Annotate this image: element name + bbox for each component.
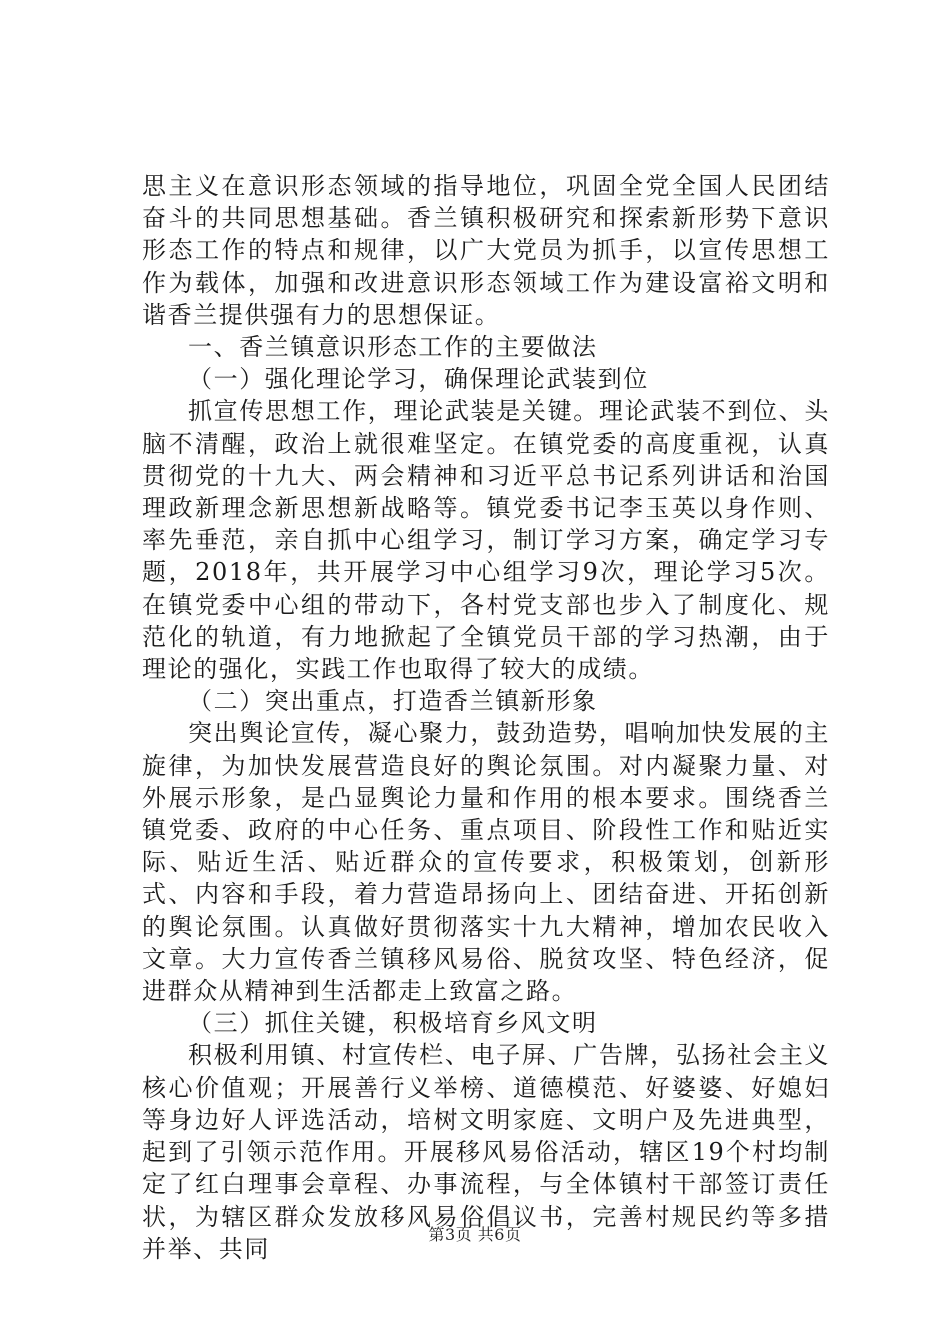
paragraph-civilization: 积极利用镇、村宣传栏、电子屏、广告牌，弘扬社会主义核心价值观；开展善行义举榜、道德模范、好婆婆、好媳妇等身边好人评选活动，培树文明家庭、文明户及先进典型，起到了引领示范作用。开展移风易俗活动，辖区19个村均制定了红白理事会章程、办事流程，与全体镇村干部签订责任状，为辖区群众发放移风易俗倡议书，完善村规民约等多措并举、共同	[142, 1041, 830, 1263]
paragraph-continuation: 思主义在意识形态领域的指导地位，巩固全党全国人民团结奋斗的共同思想基础。香兰镇积极研究和探索新形势下意识形态工作的特点和规律，以广大党员为抓手，以宣传思想工作为载体，加强和改进意识形态领域工作为建设富裕文明和谐香兰提供强有力的思想保证。	[142, 172, 830, 329]
section-heading-1: 一、香兰镇意识形态工作的主要做法	[188, 333, 598, 362]
subsection-heading-2: （二）突出重点，打造香兰镇新形象	[188, 687, 598, 716]
page-number-footer: 第3页 共6页	[428, 1225, 522, 1244]
paragraph-public-opinion: 突出舆论宣传，凝心聚力，鼓劲造势，唱响加快发展的主旋律，为加快发展营造良好的舆论氛围。对内凝聚力量、对外展示形象，是凸显舆论力量和作用的根本要求。围绕香兰镇党委、政府的中心任务、重点项目、阶段性工作和贴近实际、贴近生活、贴近群众的宣传要求，积极策划，创新形式、内容和手段，着力营造昂扬向上、团结奋进、开拓创新的舆论氛围。认真做好贯彻落实十九大精神，增加农民收入文章。大力宣传香兰镇移风易俗、脱贫攻坚、特色经济，促进群众从精神到生活都走上致富之路。	[142, 719, 830, 1006]
document-body	[142, 170, 830, 1265]
paragraph-theory-study: 抓宣传思想工作，理论武装是关键。理论武装不到位、头脑不清醒，政治上就很难坚定。在镇党委的高度重视，认真贯彻党的十九大、两会精神和习近平总书记系列讲话和治国理政新理念新思想新战略等。镇党委书记李玉英以身作则、率先垂范，亲自抓中心组学习，制订学习方案，确定学习专题，2018年，共开展学习中心组学习9次，理论学习5次。在镇党委中心组的带动下，各村党支部也步入了制度化、规范化的轨道，有力地掀起了全镇党员干部的学习热潮，由于理论的强化，实践工作也取得了较大的成绩。	[142, 397, 830, 684]
subsection-heading-3: （三）抓住关键，积极培育乡风文明	[188, 1009, 598, 1038]
subsection-heading-1: （一）强化理论学习，确保理论武装到位	[188, 365, 649, 394]
